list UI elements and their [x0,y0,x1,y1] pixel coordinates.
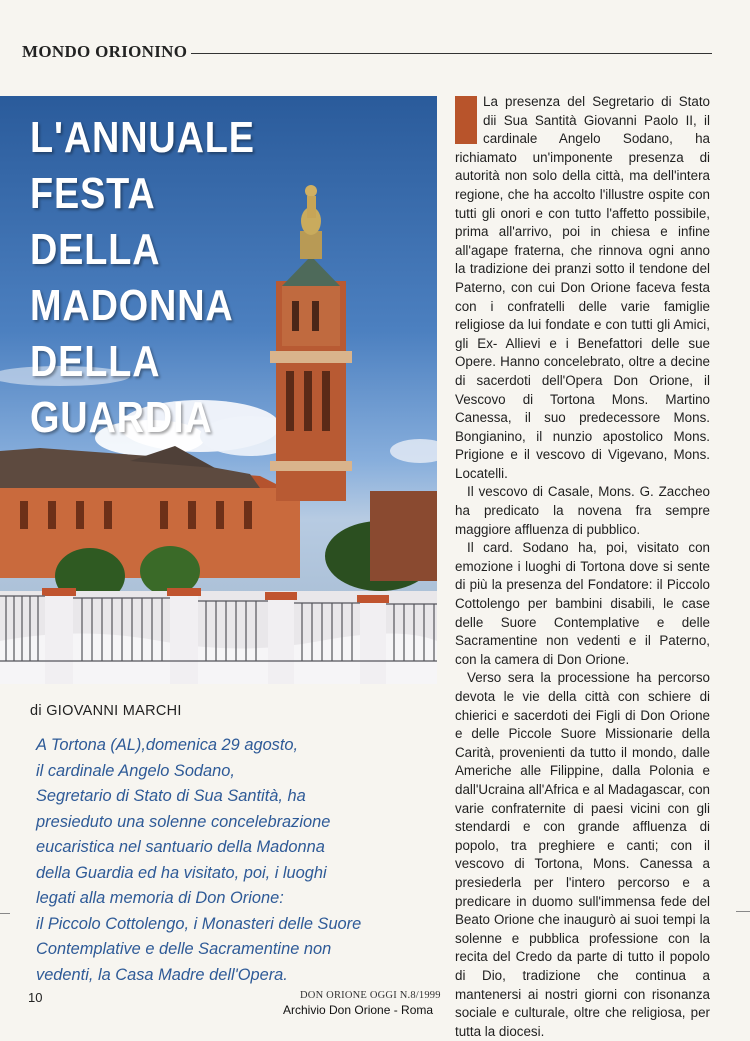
headline [30,110,380,446]
header-rule [191,53,712,54]
intro-line: legati alla memoria di Don Orione: [36,889,284,907]
margin-mark [736,911,750,912]
headline-line: GUARDIA [30,393,213,442]
intro-line: Segretario di Stato di Sua Santità, ha [36,787,306,805]
body-paragraph: La presenza del Segretario di Stato dii Sua Santità Giovanni Paolo II, il cardinale Angelo Sodano, ha richiamato un'imponente presenza di autorità non solo della città, ma dell'intera regione, che ha accolto l'illustre ospite con tutti gli onori e con tutto l'affetto possibile, prima all'arrivo, poi in chiesa e infine all'agape fraterna, che rinnova ogni anno la tradizione dei pranzi sotto il tendone del Paterno, con cui Don Orione faceva festa con i confratelli delle varie famiglie religiose da lui fondate e con tutti gli Amici, gli Ex- Allievi e i Benefattori delle sue Opere. Hanno concelebrato, oltre a decine di sacerdoti dell'Opera Don Orione, il Vescovo di Tortona Mons. Martino Canessa, il suo predecessore Mons. Bongianino, il nunzio apostolico Mons. Prigione e il vescovo di Vigevano, Mons. Locatelli. [455,94,710,481]
section-header [22,40,712,64]
margin-mark [0,913,10,914]
intro-line: vedenti, la Casa Madre dell'Opera. [36,965,288,984]
intro-line: il Piccolo Cottolengo, i Monasteri delle Suore [36,914,362,933]
intro-line: Contemplative e delle Sacramentine non [36,940,332,958]
intro-line: presieduto una solenne concelebrazione [36,812,331,831]
intro-line: eucaristica nel santuario della Madonna [36,838,325,856]
intro-line: A Tortona (AL),domenica 29 agosto, [36,736,299,754]
page-number: 10 [28,990,43,1005]
intro-line: della Guardia ed ha visitato, poi, i luoghi [36,863,327,882]
author-byline: di GIOVANNI MARCHI [30,703,182,719]
headline-line: MADONNA [30,281,234,330]
headline-line: DELLA [30,337,161,386]
body-paragraph: Il vescovo di Casale, Mons. G. Zaccheo ha predicato la novena fra sempre maggiore affluenza di pubblico. [455,484,710,537]
body-paragraph: Verso sera la processione ha percorso devota le vie della città con schiere di chierici e sacerdoti dei Figli di Don Orione e delle Piccole Suore Missionarie della Carità, provenienti da tutto il mondo, dalle Americhe alle Filippine, dalla Polonia e dall'Ucraina all'Africa e al Madagascar, con varie confraternite di paesi vicini con gli stendardi e con grande affluenza di popolo, tra preghiere e canti; con il vescovo di Tortona, Mons. Canessa a presiederla per l'intero percorso e a predicare in duomo sull'immensa fede del Beato Orione che inaugurò ai suoi tempi la solenne e pubblica professione con la recita del Credo da parte di tutto il popolo di Dio, tradizione che continua a mantenersi ai nostri giorni con risonanza sociale e culturale, oltre che religiosa, per tutta la diocesi. [455,670,710,1039]
article-body [455,93,710,1041]
intro-summary [36,733,432,988]
headline-line: L'ANNUALE FESTA [30,113,255,218]
intro-line: il cardinale Angelo Sodano, [36,761,235,780]
section-title: MONDO ORIONINO [22,42,188,61]
body-paragraph: Il card. Sodano ha, poi, visitato con emozione i luoghi di Tortona dove si sente di più la presenza del Fondatore: il Piccolo Cottolengo per bambini disabili, le case delle Suore Contemplative e delle Sacramentine non vedenti e il Paterno, con la camera di Don Orione. [455,540,710,667]
archive-credit: Archivio Don Orione - Roma [283,1003,434,1017]
publication-source: DON ORIONE OGGI N.8/1999 [300,990,441,1001]
drop-cap [455,96,477,144]
headline-line: DELLA [30,225,161,274]
sanctuary-photo [0,96,437,684]
